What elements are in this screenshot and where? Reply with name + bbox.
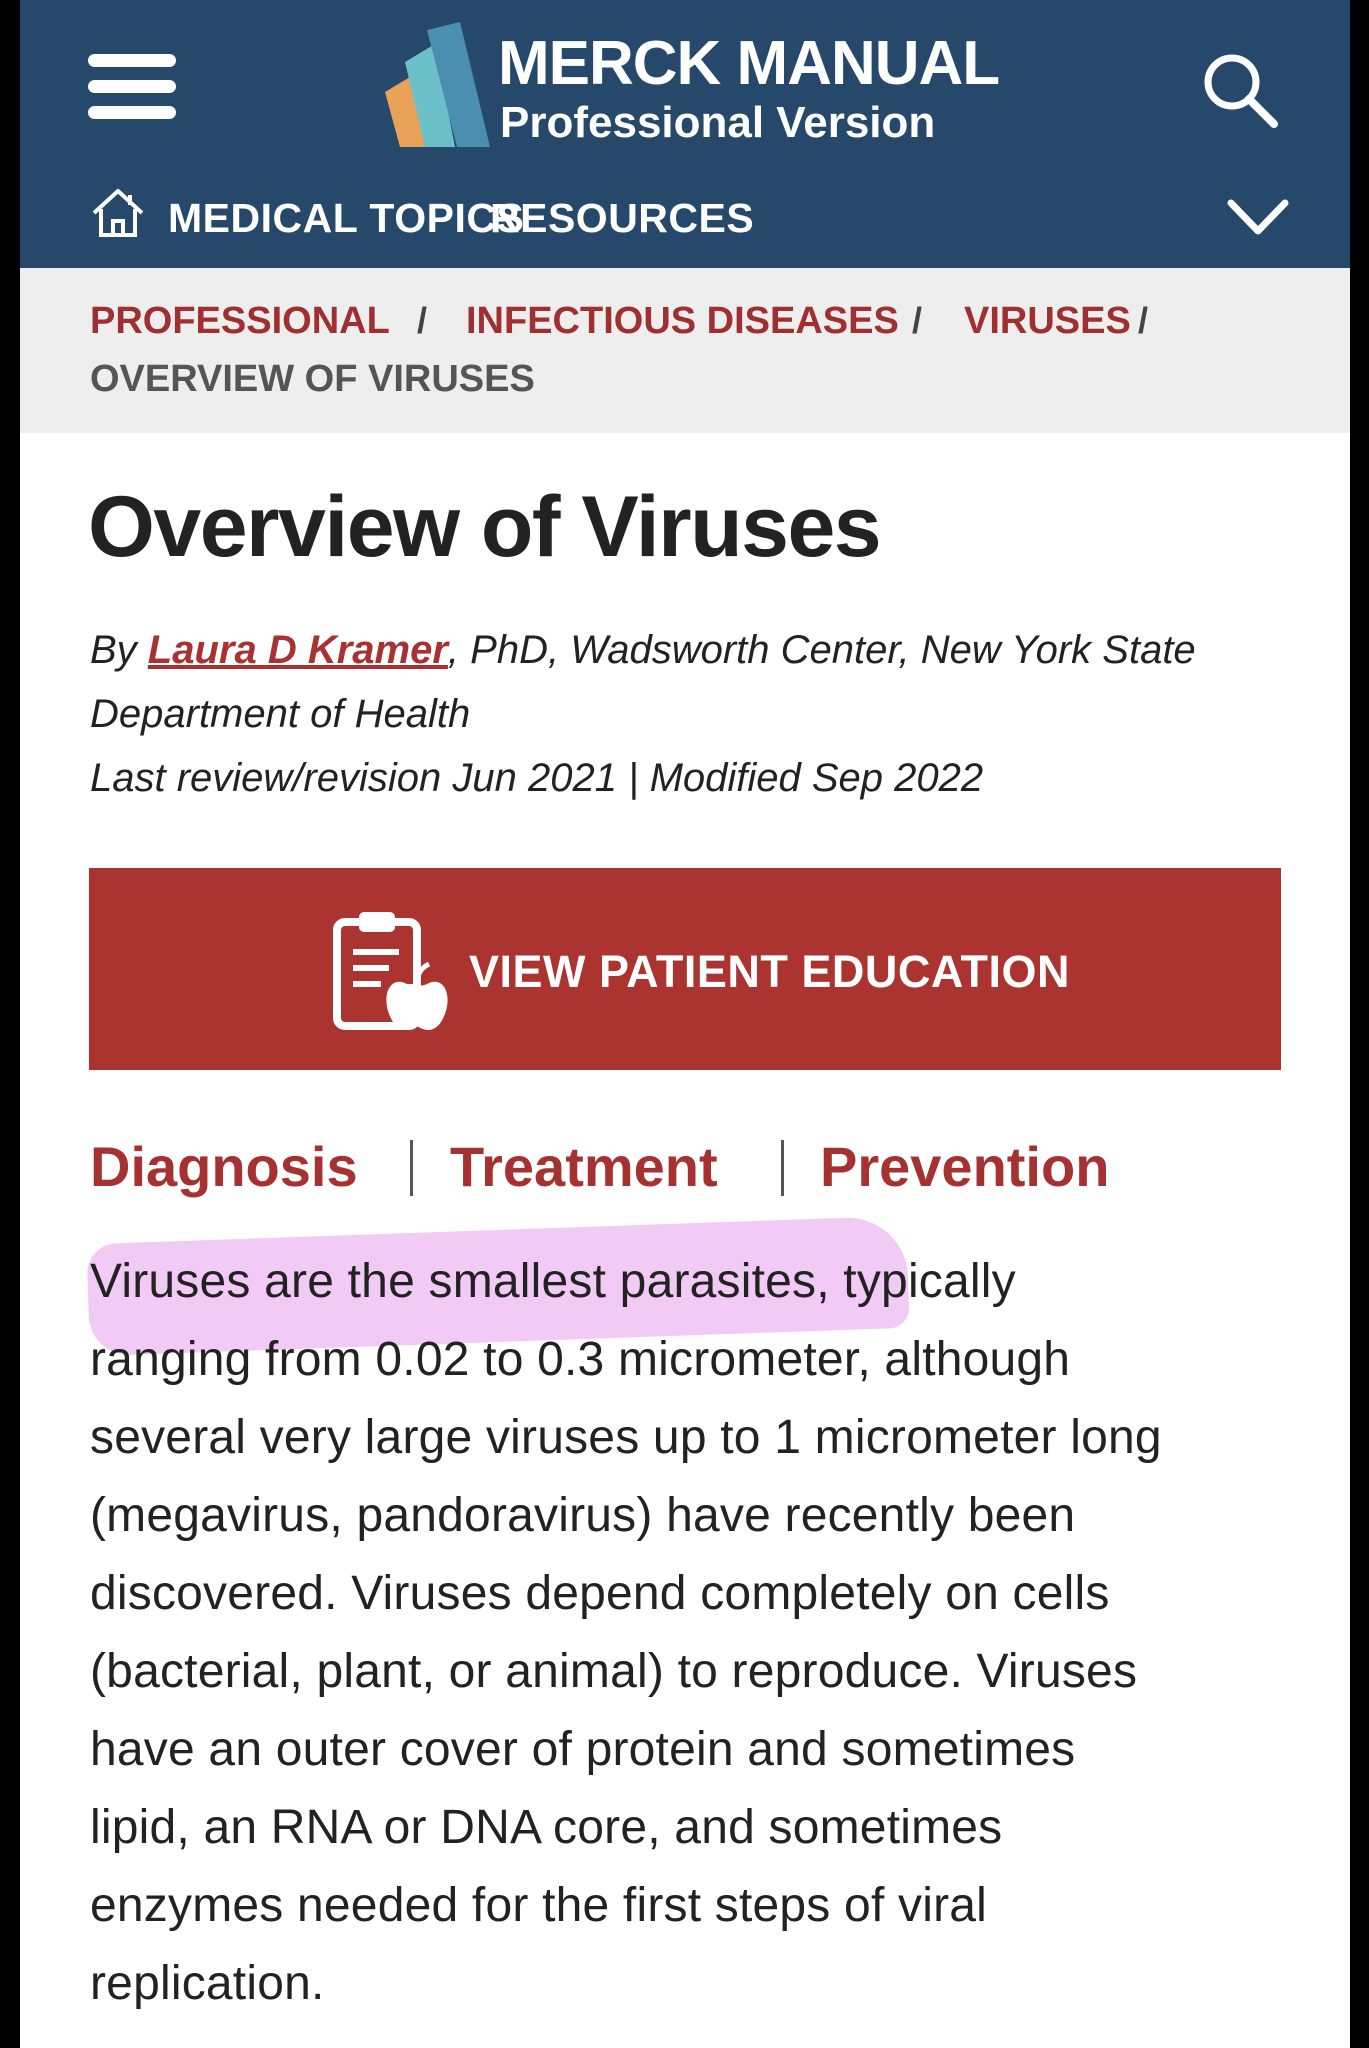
home-icon[interactable]: [90, 185, 146, 241]
body-line: lipid, an RNA or DNA core, and sometimes: [90, 1801, 1003, 1854]
body-line: have an outer cover of protein and sometimes: [90, 1723, 1076, 1776]
review-date: Last review/revision Jun 2021 | Modified Sep 2022: [90, 756, 984, 800]
byline-prefix: By: [90, 628, 148, 672]
link-prevention[interactable]: Prevention: [820, 1135, 1110, 1198]
section-divider: [781, 1140, 784, 1196]
breadcrumb-professional[interactable]: PROFESSIONAL: [90, 300, 390, 342]
section-divider: [410, 1140, 413, 1196]
patient-education-label: VIEW PATIENT EDUCATION: [469, 946, 1070, 997]
byline: [90, 628, 1196, 673]
nav-medical-topics[interactable]: MEDICAL TOPICS: [168, 195, 525, 241]
brand-title[interactable]: MERCK MANUAL: [498, 29, 1000, 98]
page-title: Overview of Viruses: [88, 479, 881, 575]
breadcrumb-separator: /: [1138, 300, 1149, 341]
link-treatment[interactable]: Treatment: [450, 1135, 718, 1198]
body-line: discovered. Viruses depend completely on cells: [90, 1567, 1110, 1620]
body-line: several very large viruses up to 1 micrometer long: [90, 1411, 1162, 1464]
body-line: ranging from 0.02 to 0.3 micrometer, although: [90, 1333, 1071, 1386]
search-icon[interactable]: [1200, 50, 1280, 130]
breadcrumb: [20, 268, 1350, 433]
brand-subtitle[interactable]: Professional Version: [500, 98, 936, 147]
view-patient-education-button[interactable]: [89, 868, 1281, 1070]
breadcrumb-viruses[interactable]: VIRUSES: [964, 300, 1131, 342]
body-line: (bacterial, plant, or animal) to reproduce. Viruses: [90, 1645, 1138, 1698]
body-line: replication.: [90, 1957, 325, 2010]
hamburger-menu-icon[interactable]: [88, 54, 176, 120]
chevron-down-icon[interactable]: [1225, 195, 1291, 239]
site-header: [20, 0, 1350, 268]
nav-resources[interactable]: RESOURCES: [490, 195, 755, 241]
body-line: (megavirus, pandoravirus) have recently been: [90, 1489, 1076, 1542]
link-diagnosis[interactable]: Diagnosis: [90, 1135, 358, 1198]
page-frame: [20, 0, 1350, 2048]
merck-logo-icon[interactable]: [365, 22, 505, 152]
author-link[interactable]: Laura D Kramer: [147, 628, 448, 672]
body-line: Viruses are the smallest parasites, typically: [90, 1255, 1016, 1308]
body-line: enzymes needed for the first steps of viral: [90, 1879, 988, 1932]
author-affiliation: , PhD, Wadsworth Center, New York State: [447, 628, 1196, 672]
breadcrumb-current: OVERVIEW OF VIRUSES: [90, 358, 535, 400]
breadcrumb-infectious-diseases[interactable]: INFECTIOUS DISEASES: [466, 300, 899, 342]
breadcrumb-separator: /: [912, 300, 923, 341]
breadcrumb-separator: /: [417, 300, 428, 341]
clipboard-apple-icon: [329, 904, 459, 1040]
affiliation-line: Department of Health: [90, 692, 471, 736]
